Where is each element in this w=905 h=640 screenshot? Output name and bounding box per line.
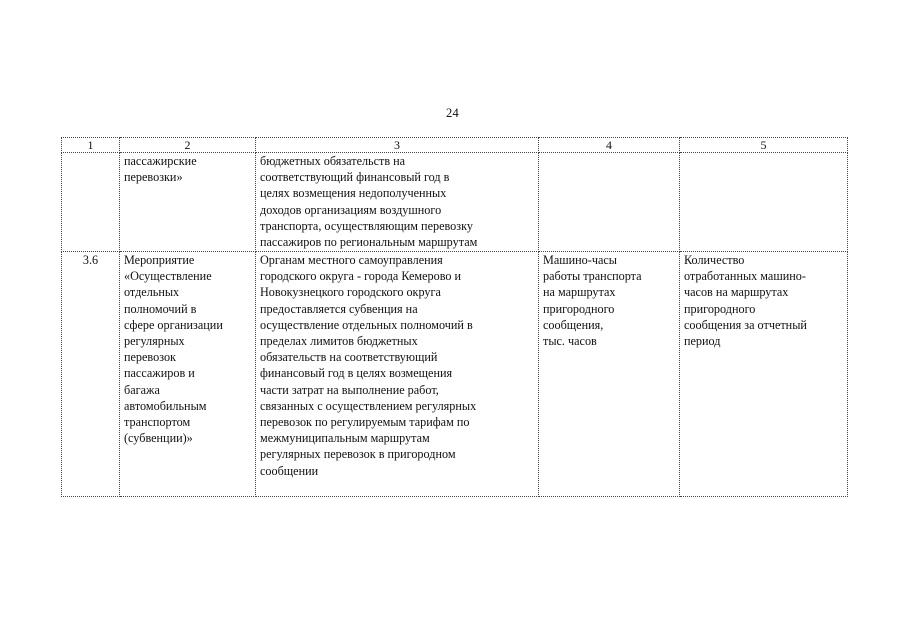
- activities-table: [61, 137, 848, 497]
- activity-name: Мероприятие «Осуществление отдельных полномочий в сфере организации регулярных перевозок пассажиров и багажа автомобильным транспортом (субвенции)»: [124, 253, 223, 446]
- indicator-cell: [539, 252, 680, 497]
- header-cell-2: 2: [120, 138, 256, 153]
- activity-description-cell: [256, 153, 539, 252]
- activity-description: бюджетных обязательств на соответствующий финансовый год в целях возмещения недополученных доходов организациям воздушного транспорта, осуществляющим перевозку пассажиров по региональным маршрутам: [260, 154, 478, 250]
- row-number: 3.6: [82, 253, 99, 267]
- activity-description-cell: [256, 252, 539, 497]
- header-cell-1: 1: [62, 138, 120, 153]
- row-number-cell: [62, 153, 120, 252]
- header-cell-3: 3: [256, 138, 539, 153]
- table-row: [62, 153, 848, 252]
- activity-name-cell: [120, 252, 256, 497]
- indicator-name: Машино-часы работы транспорта на маршрутах пригородного сообщения, тыс. часов: [543, 253, 642, 349]
- header-cell-5: 5: [680, 138, 848, 153]
- indicator-cell: [539, 153, 680, 252]
- page-number: 24: [445, 106, 460, 120]
- table-row: [62, 252, 848, 497]
- row-number-cell: [62, 252, 120, 497]
- table-header-row: [62, 138, 848, 153]
- activity-description: Органам местного самоуправления городского округа - города Кемерово и Новокузнецкого городского округа предоставляется субвенция на осуществление отдельных полномочий в пределах лимитов бюджетных обязательств на соответствующий финансовый год в целях возмещения части затрат на выполнение работ, связанных с осуществлением регулярных перевозок по регулируемым тарифам по межмуниципальным маршрутам регулярных перевозок в пригородном сообщении: [260, 253, 477, 478]
- header-cell-4: 4: [539, 138, 680, 153]
- indicator-description: Количество отработанных машино- часов на маршрутах пригородного сообщения за отчетный период: [684, 253, 807, 349]
- activity-name-cell: [120, 153, 256, 252]
- indicator-description-cell: [680, 252, 848, 497]
- activity-name: пассажирские перевозки»: [124, 154, 197, 185]
- indicator-description-cell: [680, 153, 848, 252]
